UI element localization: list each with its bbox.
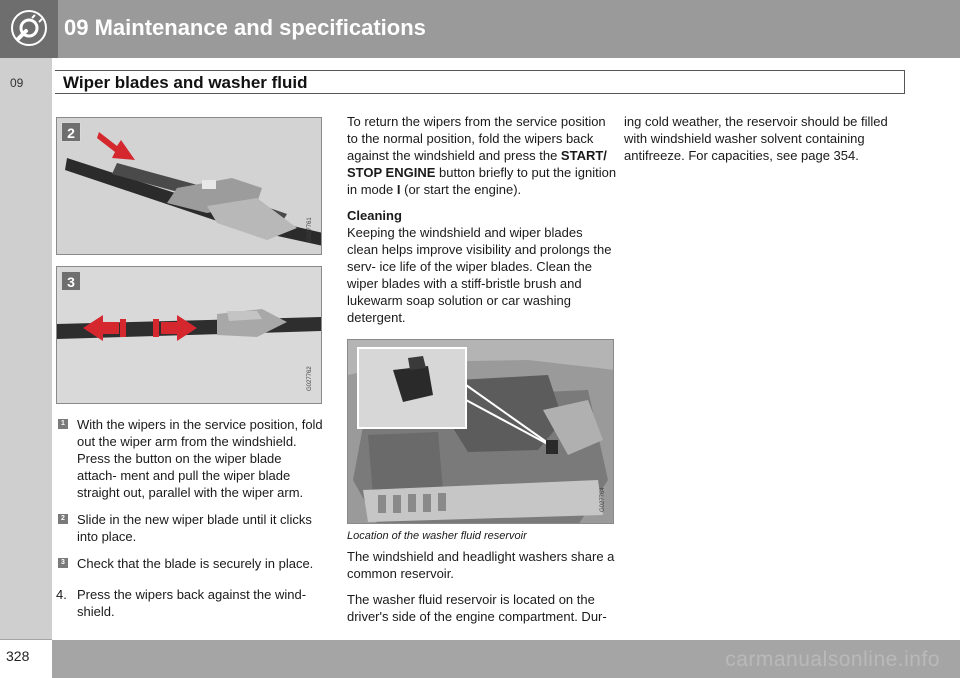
step-text: Slide in the new wiper blade until it clicks into place. [77, 512, 312, 544]
text-column-2-lower [347, 548, 617, 634]
figure-badge: 3 [61, 271, 81, 291]
return-wipers-paragraph: To return the wipers from the service position to the normal position, fold the wipers back against the windshield and press the START/ STOP ENGINE button briefly to put the ignition in mode I (or start the engine). [347, 114, 617, 197]
ignition-mode: I [396, 182, 401, 197]
figure-washer-reservoir [347, 339, 614, 524]
cleaning-paragraph: Keeping the windshield and wiper blades clean helps improve visibility and prolongs the serv- ice life of the wiper blades. Clean the wiper blades with a stiff-bristle brush and lukewarm soap solution or car washing detergent. [347, 225, 612, 325]
text-column-2 [347, 113, 617, 370]
figure-wiper-slide [56, 266, 322, 404]
step-4 [56, 586, 324, 620]
figure-caption: Location of the washer fluid reservoir [347, 530, 527, 542]
figure-code: G027762 [307, 366, 313, 391]
engine-bay-illustration [348, 340, 614, 524]
step-2 [56, 511, 324, 545]
step-text: Press the wipers back against the wind- shield. [77, 587, 307, 619]
step-1 [56, 416, 324, 501]
chapter-tab [0, 58, 52, 640]
figure-code: G027764 [600, 487, 606, 512]
step-3 [56, 555, 324, 572]
start-stop-label: START/ STOP ENGINE [347, 148, 607, 180]
figure-wiper-release [56, 117, 322, 255]
step-text: With the wipers in the service position, fold out the wiper arm from the windshield. Press the button on the wiper blade attach- ment and pull the wiper blade straight out, parallel with the wiper arm. [77, 417, 323, 500]
wiper-slide-illustration [57, 267, 322, 404]
step-marker: 1 [58, 419, 68, 429]
reservoir-location-paragraph: The washer fluid reservoir is located on the driver's side of the engine compartment. Dur- [347, 592, 607, 624]
step-marker: 2 [58, 514, 68, 524]
cleaning-heading: Cleaning [347, 208, 402, 223]
wiper-release-illustration [57, 118, 322, 255]
cold-weather-paragraph: ing cold weather, the reservoir should be filled with windshield washer solvent containing antifreeze. For capacities, see page 354. [624, 114, 888, 163]
step-number: 4. [56, 587, 67, 602]
page-number: 328 [6, 648, 30, 664]
watermark: carmanualsonline.info [725, 648, 940, 671]
step-text: Check that the blade is securely in place. [77, 556, 314, 571]
chapter-title: 09 Maintenance and specifications [64, 15, 426, 40]
chapter-tab-number: 09 [10, 76, 24, 90]
shared-reservoir-paragraph: The windshield and headlight washers share a common reservoir. [347, 549, 615, 581]
figure-code: G027761 [307, 217, 313, 242]
step-marker: 3 [58, 558, 68, 568]
wrench-gear-icon [0, 0, 58, 58]
figure-badge: 2 [61, 122, 81, 142]
text-column-3 [624, 113, 910, 173]
section-title-box [55, 70, 905, 94]
steps-column [56, 416, 324, 630]
chapter-header [0, 0, 960, 58]
section-title: Wiper blades and washer fluid [63, 73, 308, 92]
